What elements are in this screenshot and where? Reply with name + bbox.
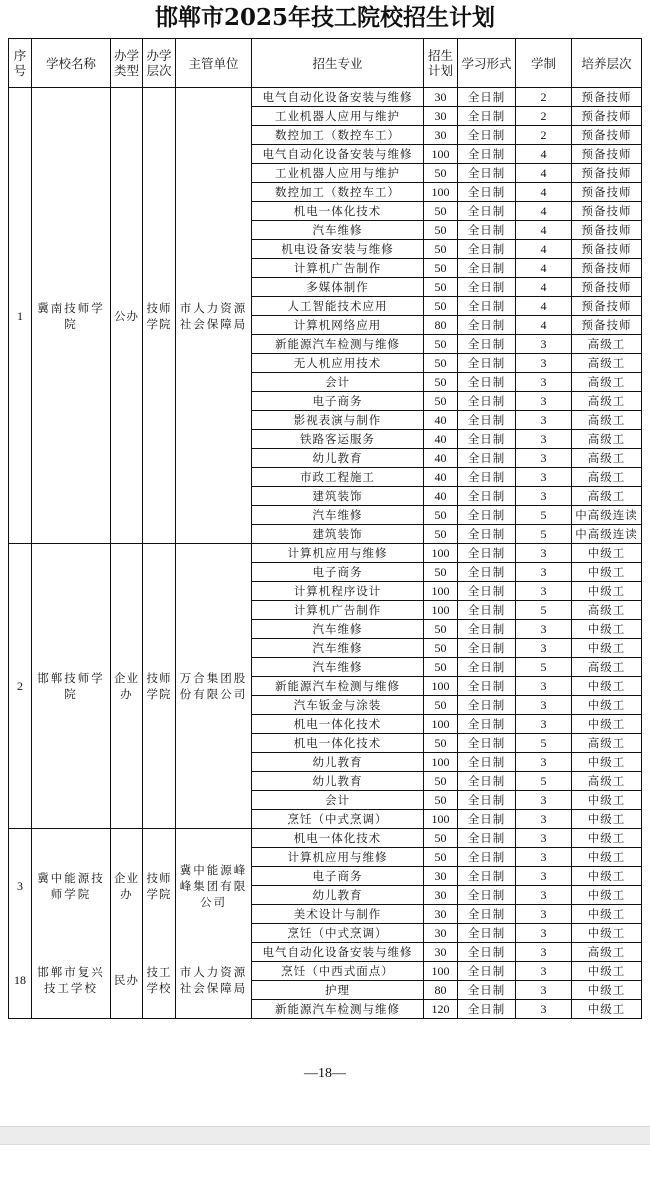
major-cell: 数控加工（数控车工） [252,126,424,145]
major-cell: 计算机广告制作 [252,601,424,620]
major-cell: 多媒体制作 [252,278,424,297]
school-authority: 市人力资源社会保障局 [176,88,252,544]
major-cell: 计算机网络应用 [252,316,424,335]
mode-cell: 全日制 [458,164,516,183]
major-cell: 汽车维修 [252,658,424,677]
school-level: 技师学院 [143,88,176,544]
school-name: 邯郸技师学院 [32,544,111,829]
mode-cell: 全日制 [458,658,516,677]
tier-cell: 中级工 [572,886,642,905]
mode-cell: 全日制 [458,506,516,525]
plan-cell: 50 [424,202,458,221]
tier-cell: 高级工 [572,601,642,620]
tier-cell: 高级工 [572,943,642,962]
years-cell: 3 [516,411,572,430]
mode-cell: 全日制 [458,411,516,430]
plan-cell: 50 [424,240,458,259]
tier-cell: 中级工 [572,867,642,886]
plan-cell: 40 [424,430,458,449]
tier-cell: 高级工 [572,392,642,411]
years-cell: 3 [516,392,572,411]
mode-cell: 全日制 [458,297,516,316]
mode-cell: 全日制 [458,753,516,772]
school-seq: 1 [9,88,32,544]
mode-cell: 全日制 [458,867,516,886]
years-cell: 3 [516,1000,572,1019]
page-title: 邯郸市2025年技工院校招生计划 [154,4,495,31]
tier-cell: 高级工 [572,430,642,449]
mode-cell: 全日制 [458,316,516,335]
school-seq: 18 [9,943,32,1019]
plan-cell: 50 [424,829,458,848]
major-cell: 烹饪（中式烹调） [252,924,424,943]
mode-cell: 全日制 [458,240,516,259]
tier-cell: 预备技师 [572,316,642,335]
major-cell: 汽车维修 [252,506,424,525]
plan-cell: 40 [424,411,458,430]
plan-cell: 30 [424,943,458,962]
mode-cell: 全日制 [458,430,516,449]
mode-cell: 全日制 [458,145,516,164]
plan-cell: 30 [424,126,458,145]
tier-cell: 高级工 [572,411,642,430]
major-cell: 影视表演与制作 [252,411,424,430]
mode-cell: 全日制 [458,734,516,753]
tier-cell: 中级工 [572,791,642,810]
table-body [9,88,642,1019]
tier-cell: 预备技师 [572,259,642,278]
years-cell: 5 [516,506,572,525]
tier-cell: 中级工 [572,563,642,582]
plan-cell: 100 [424,544,458,563]
plan-cell: 50 [424,848,458,867]
years-cell: 3 [516,810,572,829]
tier-cell: 预备技师 [572,183,642,202]
major-cell: 建筑装饰 [252,487,424,506]
mode-cell: 全日制 [458,107,516,126]
tier-cell: 高级工 [572,354,642,373]
plan-cell: 40 [424,468,458,487]
tier-cell: 中级工 [572,981,642,1000]
major-cell: 幼儿教育 [252,886,424,905]
major-cell: 会计 [252,791,424,810]
tier-cell: 中级工 [572,544,642,563]
header-mode: 学习形式 [458,39,516,88]
table-row [9,943,642,962]
tier-cell: 中级工 [572,582,642,601]
plan-cell: 30 [424,107,458,126]
years-cell: 3 [516,791,572,810]
tier-cell: 高级工 [572,449,642,468]
major-cell: 烹饪（中西式面点） [252,962,424,981]
major-cell: 计算机广告制作 [252,259,424,278]
tier-cell: 中级工 [572,924,642,943]
years-cell: 3 [516,962,572,981]
tier-cell: 高级工 [572,658,642,677]
years-cell: 4 [516,202,572,221]
years-cell: 5 [516,658,572,677]
mode-cell: 全日制 [458,88,516,107]
tier-cell: 高级工 [572,487,642,506]
tier-cell: 中级工 [572,962,642,981]
table-row [9,544,642,563]
plan-cell: 50 [424,221,458,240]
plan-cell: 50 [424,373,458,392]
tier-cell: 中级工 [572,1000,642,1019]
plan-cell: 50 [424,354,458,373]
major-cell: 汽车钣金与涂装 [252,696,424,715]
plan-cell: 100 [424,810,458,829]
tier-cell: 中级工 [572,753,642,772]
major-cell: 无人机应用技术 [252,354,424,373]
major-cell: 机电一体化技术 [252,715,424,734]
tier-cell: 预备技师 [572,202,642,221]
tier-cell: 预备技师 [572,88,642,107]
tier-cell: 预备技师 [572,297,642,316]
plan-cell: 40 [424,487,458,506]
mode-cell: 全日制 [458,696,516,715]
mode-cell: 全日制 [458,791,516,810]
plan-cell: 50 [424,278,458,297]
table-row [9,88,642,107]
mode-cell: 全日制 [458,848,516,867]
plan-cell: 50 [424,658,458,677]
plan-cell: 50 [424,563,458,582]
school-type: 企业办 [111,829,143,943]
years-cell: 3 [516,905,572,924]
mode-cell: 全日制 [458,259,516,278]
major-cell: 建筑装饰 [252,525,424,544]
mode-cell: 全日制 [458,392,516,411]
major-cell: 护理 [252,981,424,1000]
mode-cell: 全日制 [458,601,516,620]
years-cell: 4 [516,259,572,278]
tier-cell: 中级工 [572,677,642,696]
major-cell: 幼儿教育 [252,753,424,772]
major-cell: 会计 [252,373,424,392]
years-cell: 3 [516,848,572,867]
years-cell: 5 [516,601,572,620]
tier-cell: 中级工 [572,848,642,867]
plan-cell: 50 [424,772,458,791]
header-years: 学制 [516,39,572,88]
tier-cell: 中高级连读 [572,525,642,544]
major-cell: 计算机应用与维修 [252,544,424,563]
mode-cell: 全日制 [458,677,516,696]
mode-cell: 全日制 [458,202,516,221]
years-cell: 3 [516,335,572,354]
plan-cell: 30 [424,867,458,886]
major-cell: 新能源汽车检测与维修 [252,1000,424,1019]
mode-cell: 全日制 [458,772,516,791]
mode-cell: 全日制 [458,620,516,639]
mode-cell: 全日制 [458,335,516,354]
years-cell: 3 [516,449,572,468]
tier-cell: 高级工 [572,772,642,791]
major-cell: 烹饪（中式烹调） [252,810,424,829]
plan-cell: 50 [424,164,458,183]
table-row [9,829,642,848]
years-cell: 4 [516,183,572,202]
years-cell: 3 [516,981,572,1000]
years-cell: 3 [516,582,572,601]
plan-cell: 100 [424,677,458,696]
years-cell: 4 [516,316,572,335]
plan-cell: 30 [424,886,458,905]
mode-cell: 全日制 [458,1000,516,1019]
years-cell: 3 [516,715,572,734]
years-cell: 3 [516,639,572,658]
header-tier: 培养层次 [572,39,642,88]
plan-cell: 50 [424,259,458,278]
major-cell: 工业机器人应用与维护 [252,164,424,183]
major-cell: 计算机应用与维修 [252,848,424,867]
school-level: 技工学校 [143,943,176,1019]
plan-cell: 50 [424,620,458,639]
header-seq: 序号 [9,39,32,88]
plan-cell: 50 [424,791,458,810]
major-cell: 电气自动化设备安装与维修 [252,943,424,962]
tier-cell: 高级工 [572,373,642,392]
tier-cell: 中级工 [572,810,642,829]
tier-cell: 高级工 [572,335,642,354]
plan-cell: 100 [424,753,458,772]
school-authority: 市人力资源社会保障局 [176,943,252,1019]
tier-cell: 预备技师 [572,221,642,240]
school-type: 公办 [111,88,143,544]
plan-cell: 100 [424,582,458,601]
years-cell: 3 [516,430,572,449]
years-cell: 2 [516,126,572,145]
years-cell: 3 [516,563,572,582]
major-cell: 汽车维修 [252,221,424,240]
major-cell: 电气自动化设备安装与维修 [252,88,424,107]
years-cell: 4 [516,278,572,297]
years-cell: 3 [516,677,572,696]
years-cell: 4 [516,164,572,183]
plan-cell: 120 [424,1000,458,1019]
major-cell: 新能源汽车检测与维修 [252,335,424,354]
plan-cell: 80 [424,981,458,1000]
mode-cell: 全日制 [458,962,516,981]
mode-cell: 全日制 [458,829,516,848]
mode-cell: 全日制 [458,886,516,905]
mode-cell: 全日制 [458,183,516,202]
mode-cell: 全日制 [458,449,516,468]
plan-cell: 80 [424,316,458,335]
tier-cell: 中级工 [572,639,642,658]
tier-cell: 预备技师 [572,164,642,183]
plan-cell: 50 [424,734,458,753]
school-level: 技师学院 [143,829,176,943]
header-plan: 招生计划 [424,39,458,88]
mode-cell: 全日制 [458,221,516,240]
years-cell: 4 [516,221,572,240]
header-level: 办学层次 [143,39,176,88]
page-number: —18— [304,1066,346,1081]
mode-cell: 全日制 [458,525,516,544]
major-cell: 机电设备安装与维修 [252,240,424,259]
major-cell: 美术设计与制作 [252,905,424,924]
plan-cell: 100 [424,715,458,734]
mode-cell: 全日制 [458,943,516,962]
school-name: 冀南技师学院 [32,88,111,544]
major-cell: 汽车维修 [252,639,424,658]
years-cell: 3 [516,468,572,487]
tier-cell: 预备技师 [572,145,642,164]
tier-cell: 中级工 [572,715,642,734]
years-cell: 5 [516,772,572,791]
mode-cell: 全日制 [458,468,516,487]
mode-cell: 全日制 [458,715,516,734]
header-major: 招生专业 [252,39,424,88]
years-cell: 3 [516,886,572,905]
mode-cell: 全日制 [458,487,516,506]
major-cell: 新能源汽车检测与维修 [252,677,424,696]
major-cell: 铁路客运服务 [252,430,424,449]
major-cell: 数控加工（数控车工） [252,183,424,202]
tier-cell: 中高级连读 [572,506,642,525]
plan-cell: 50 [424,335,458,354]
tier-cell: 中级工 [572,905,642,924]
enrollment-plan-table [8,38,642,1019]
mode-cell: 全日制 [458,544,516,563]
major-cell: 汽车维修 [252,620,424,639]
header-type: 办学类型 [111,39,143,88]
major-cell: 电子商务 [252,563,424,582]
plan-cell: 50 [424,696,458,715]
mode-cell: 全日制 [458,810,516,829]
school-name: 冀中能源技师学院 [32,829,111,943]
plan-cell: 100 [424,145,458,164]
years-cell: 3 [516,753,572,772]
years-cell: 3 [516,867,572,886]
header-authority: 主管单位 [176,39,252,88]
school-seq: 3 [9,829,32,943]
years-cell: 3 [516,544,572,563]
school-name: 邯郸市复兴技工学校 [32,943,111,1019]
tier-cell: 中级工 [572,829,642,848]
school-type: 企业办 [111,544,143,829]
viewer-bottom-bar [0,1126,650,1145]
years-cell: 3 [516,924,572,943]
plan-cell: 50 [424,506,458,525]
major-cell: 电子商务 [252,392,424,411]
mode-cell: 全日制 [458,924,516,943]
major-cell: 工业机器人应用与维护 [252,107,424,126]
major-cell: 人工智能技术应用 [252,297,424,316]
years-cell: 3 [516,373,572,392]
plan-cell: 30 [424,88,458,107]
plan-cell: 30 [424,905,458,924]
years-cell: 5 [516,734,572,753]
years-cell: 3 [516,696,572,715]
tier-cell: 高级工 [572,468,642,487]
plan-cell: 50 [424,297,458,316]
major-cell: 幼儿教育 [252,449,424,468]
major-cell: 幼儿教育 [252,772,424,791]
years-cell: 3 [516,620,572,639]
plan-cell: 100 [424,601,458,620]
plan-cell: 50 [424,639,458,658]
major-cell: 计算机程序设计 [252,582,424,601]
years-cell: 3 [516,354,572,373]
tier-cell: 预备技师 [572,240,642,259]
mode-cell: 全日制 [458,582,516,601]
mode-cell: 全日制 [458,981,516,1000]
plan-cell: 50 [424,525,458,544]
plan-cell: 40 [424,449,458,468]
table-header-row [9,39,642,88]
tier-cell: 预备技师 [572,126,642,145]
mode-cell: 全日制 [458,126,516,145]
plan-cell: 30 [424,924,458,943]
mode-cell: 全日制 [458,563,516,582]
tier-cell: 预备技师 [572,107,642,126]
years-cell: 2 [516,88,572,107]
years-cell: 3 [516,943,572,962]
plan-cell: 50 [424,392,458,411]
years-cell: 4 [516,240,572,259]
years-cell: 3 [516,487,572,506]
major-cell: 电气自动化设备安装与维修 [252,145,424,164]
mode-cell: 全日制 [458,639,516,658]
years-cell: 4 [516,145,572,164]
major-cell: 机电一体化技术 [252,202,424,221]
years-cell: 5 [516,525,572,544]
years-cell: 3 [516,829,572,848]
school-authority: 万合集团股份有限公司 [176,544,252,829]
major-cell: 电子商务 [252,867,424,886]
major-cell: 市政工程施工 [252,468,424,487]
tier-cell: 中级工 [572,620,642,639]
major-cell: 机电一体化技术 [252,734,424,753]
school-type: 民办 [111,943,143,1019]
mode-cell: 全日制 [458,373,516,392]
school-level: 技师学院 [143,544,176,829]
years-cell: 4 [516,297,572,316]
mode-cell: 全日制 [458,905,516,924]
tier-cell: 高级工 [572,734,642,753]
tier-cell: 预备技师 [572,278,642,297]
major-cell: 机电一体化技术 [252,829,424,848]
tier-cell: 中级工 [572,696,642,715]
school-authority: 冀中能源峰峰集团有限公司 [176,829,252,943]
mode-cell: 全日制 [458,354,516,373]
plan-cell: 100 [424,962,458,981]
plan-cell: 100 [424,183,458,202]
header-school: 学校名称 [32,39,111,88]
mode-cell: 全日制 [458,278,516,297]
years-cell: 2 [516,107,572,126]
school-seq: 2 [9,544,32,829]
